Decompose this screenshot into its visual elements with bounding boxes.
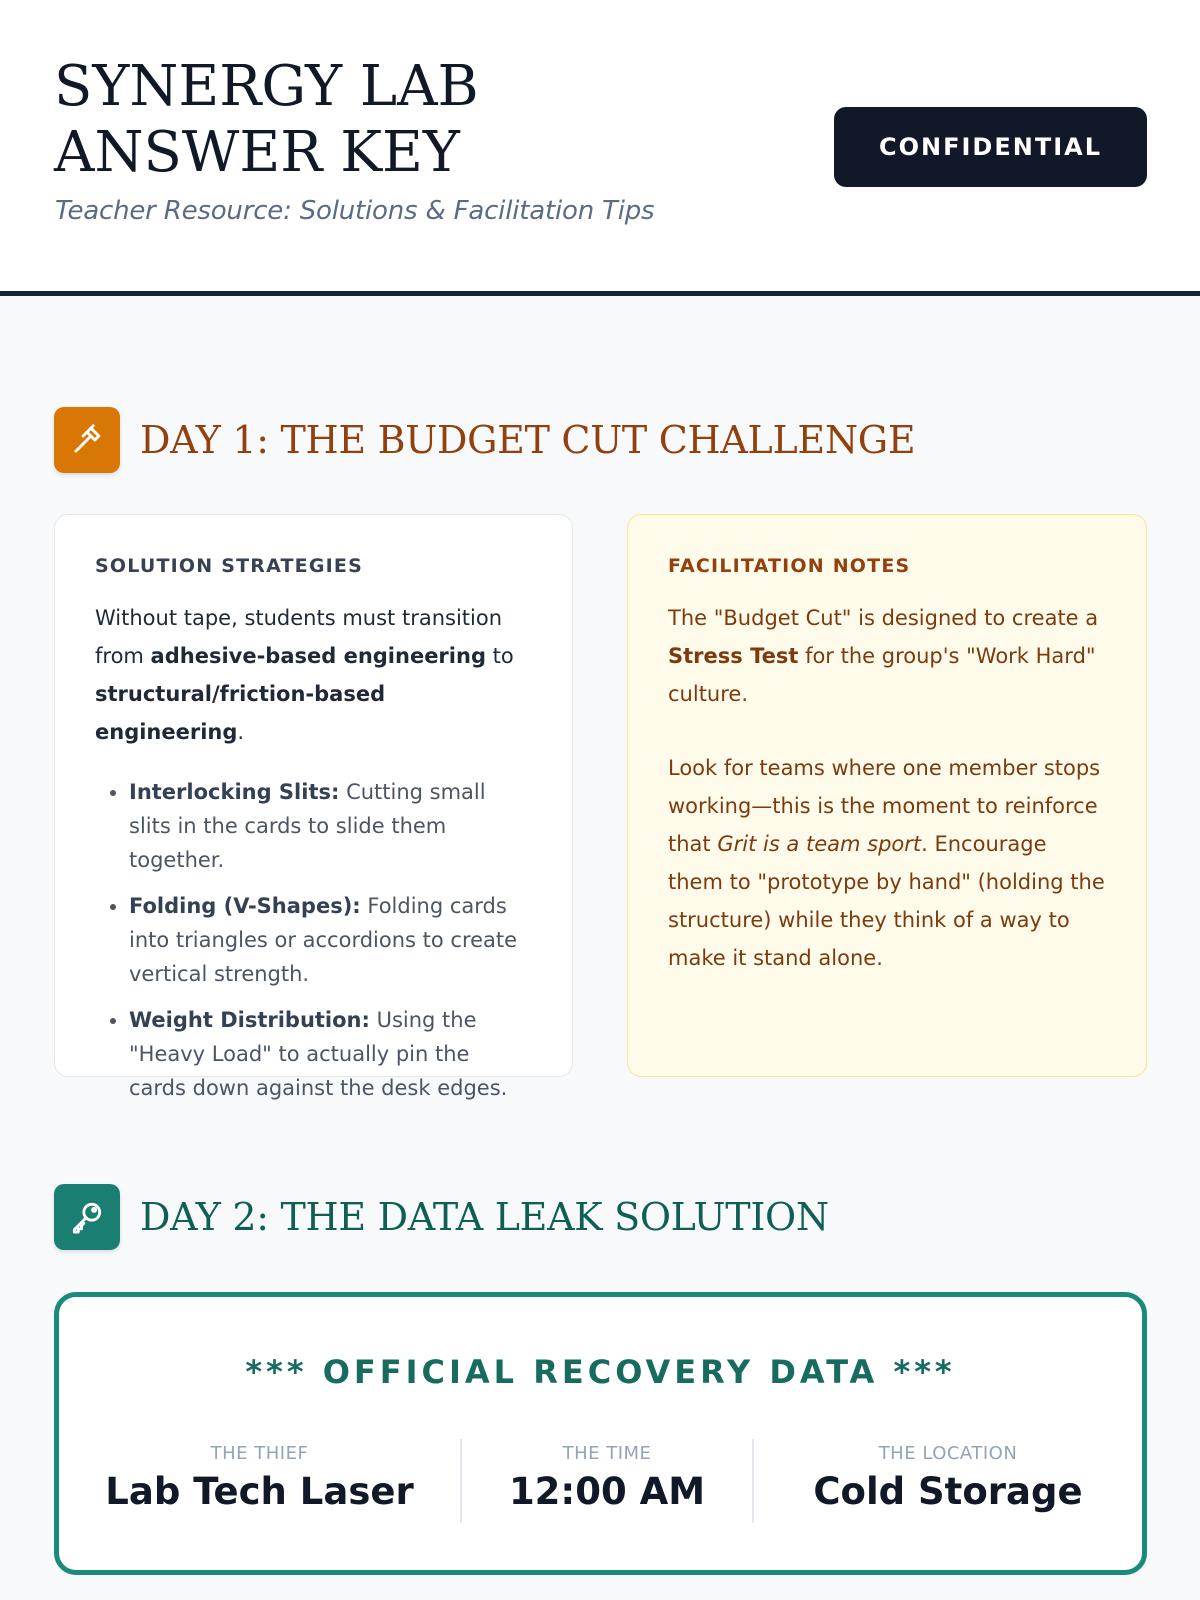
notes-paragraph-1: The "Budget Cut" is designed to create a Stress Test for the group's "Work Hard" culture. bbox=[668, 606, 1099, 706]
time-column bbox=[460, 1439, 754, 1523]
facilitation-notes-label: FACILITATION NOTES bbox=[668, 555, 911, 577]
strategy-list bbox=[95, 775, 532, 1105]
day1-title: DAY 1: THE BUDGET CUT CHALLENGE bbox=[140, 418, 916, 462]
confidential-badge: CONFIDENTIAL bbox=[834, 107, 1147, 187]
list-item: • Interlocking Slits: Cutting small slits in the cards to slide them together. bbox=[129, 775, 532, 877]
time-value: 12:00 AM bbox=[508, 1470, 706, 1513]
thief-column bbox=[59, 1439, 460, 1523]
day2-section-header bbox=[54, 1184, 829, 1250]
location-value: Cold Storage bbox=[813, 1470, 1083, 1513]
facilitation-notes-card bbox=[627, 514, 1147, 1077]
page-header bbox=[0, 0, 1200, 296]
solution-intro: Without tape, students must transition from adhesive-based engineering to structural/friction-based engineering. bbox=[95, 606, 514, 744]
list-item: • Weight Distribution: Using the "Heavy Load" to actually pin the cards down against the desk edges. bbox=[129, 1003, 532, 1105]
location-label: THE LOCATION bbox=[878, 1443, 1018, 1464]
solution-strategies-label: SOLUTION STRATEGIES bbox=[95, 555, 363, 577]
location-column bbox=[754, 1439, 1142, 1523]
page-title: SYNERGY LAB ANSWER KEY bbox=[54, 54, 479, 185]
list-item: • Folding (V-Shapes): Folding cards into triangles or accordions to create vertical strength. bbox=[129, 889, 532, 991]
thief-label: THE THIEF bbox=[210, 1443, 309, 1464]
day1-section-header bbox=[54, 407, 915, 473]
thief-value: Lab Tech Laser bbox=[105, 1470, 414, 1513]
recovery-data-panel bbox=[54, 1292, 1147, 1575]
page-subtitle: Teacher Resource: Solutions & Facilitation Tips bbox=[55, 196, 655, 226]
notes-paragraph-2: Look for teams where one member stops working—this is the moment to reinforce that Grit is a team sport. Encourage them to "prototype by hand" (holding the structure) while they think of a way to make it stand alone. bbox=[668, 756, 1105, 970]
key-icon bbox=[54, 1184, 120, 1250]
time-label: THE TIME bbox=[562, 1443, 652, 1464]
day2-title: DAY 2: THE DATA LEAK SOLUTION bbox=[140, 1195, 829, 1239]
hammer-icon bbox=[54, 407, 120, 473]
recovery-columns bbox=[59, 1439, 1142, 1523]
recovery-title: *** OFFICIAL RECOVERY DATA *** bbox=[245, 1353, 956, 1391]
solution-strategies-card bbox=[54, 514, 573, 1100]
